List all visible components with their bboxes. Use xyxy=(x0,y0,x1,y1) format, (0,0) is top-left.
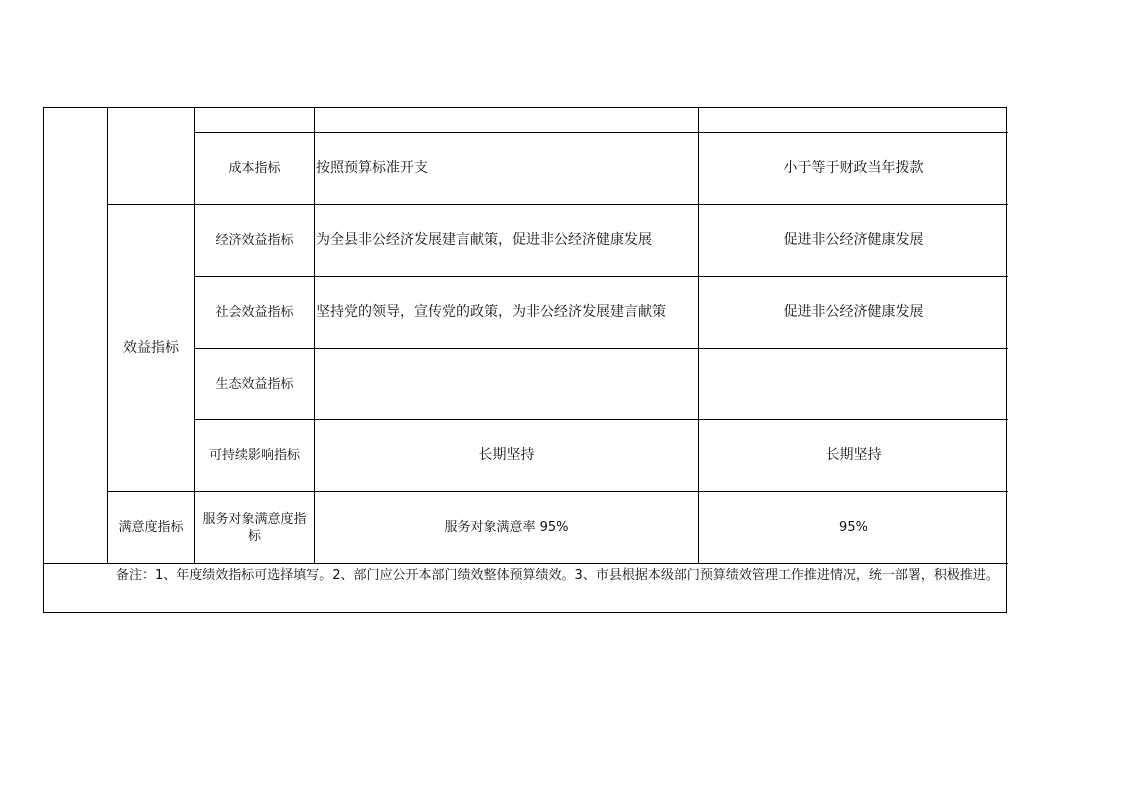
target-sustainable: 长期坚持 xyxy=(825,447,882,463)
content-economic: 为全县非公经济发展建言献策，促进非公经济健康发展 xyxy=(316,232,652,248)
category-benefit: 效益指标 xyxy=(123,339,179,356)
content-cost: 按照预算标准开支 xyxy=(316,160,428,176)
indicator-social: 社会效益指标 xyxy=(215,305,294,320)
target-cost: 小于等于财政当年拨款 xyxy=(783,160,924,176)
indicator-satisfaction: 服务对象满意度指标 xyxy=(202,511,307,544)
target-ecological xyxy=(699,349,1008,419)
performance-table xyxy=(43,107,1007,613)
note-text: 备注：1、年度绩效指标可选择填写。2、部门应公开本部门绩效整体预算绩效。3、市县根据本级部门预算绩效管理工作推进情况，统一部署，积极推进。 xyxy=(116,568,999,583)
content-satisfaction: 服务对象满意率 95% xyxy=(444,520,569,535)
indicator-cost: 成本指标 xyxy=(228,161,281,176)
target-social: 促进非公经济健康发展 xyxy=(783,304,924,320)
category-satisfaction: 满意度指标 xyxy=(118,520,184,535)
content-social: 坚持党的领导，宣传党的政策，为非公经济发展建言献策 xyxy=(316,304,666,320)
indicator-sustainable: 可持续影响指标 xyxy=(208,448,300,463)
indicator-economic: 经济效益指标 xyxy=(215,233,294,248)
content-sustainable: 长期坚持 xyxy=(478,447,535,463)
content-ecological xyxy=(315,349,698,419)
target-economic: 促进非公经济健康发展 xyxy=(783,232,924,248)
table-note xyxy=(44,563,1008,585)
target-satisfaction: 95% xyxy=(839,520,868,535)
indicator-ecological: 生态效益指标 xyxy=(215,376,294,392)
